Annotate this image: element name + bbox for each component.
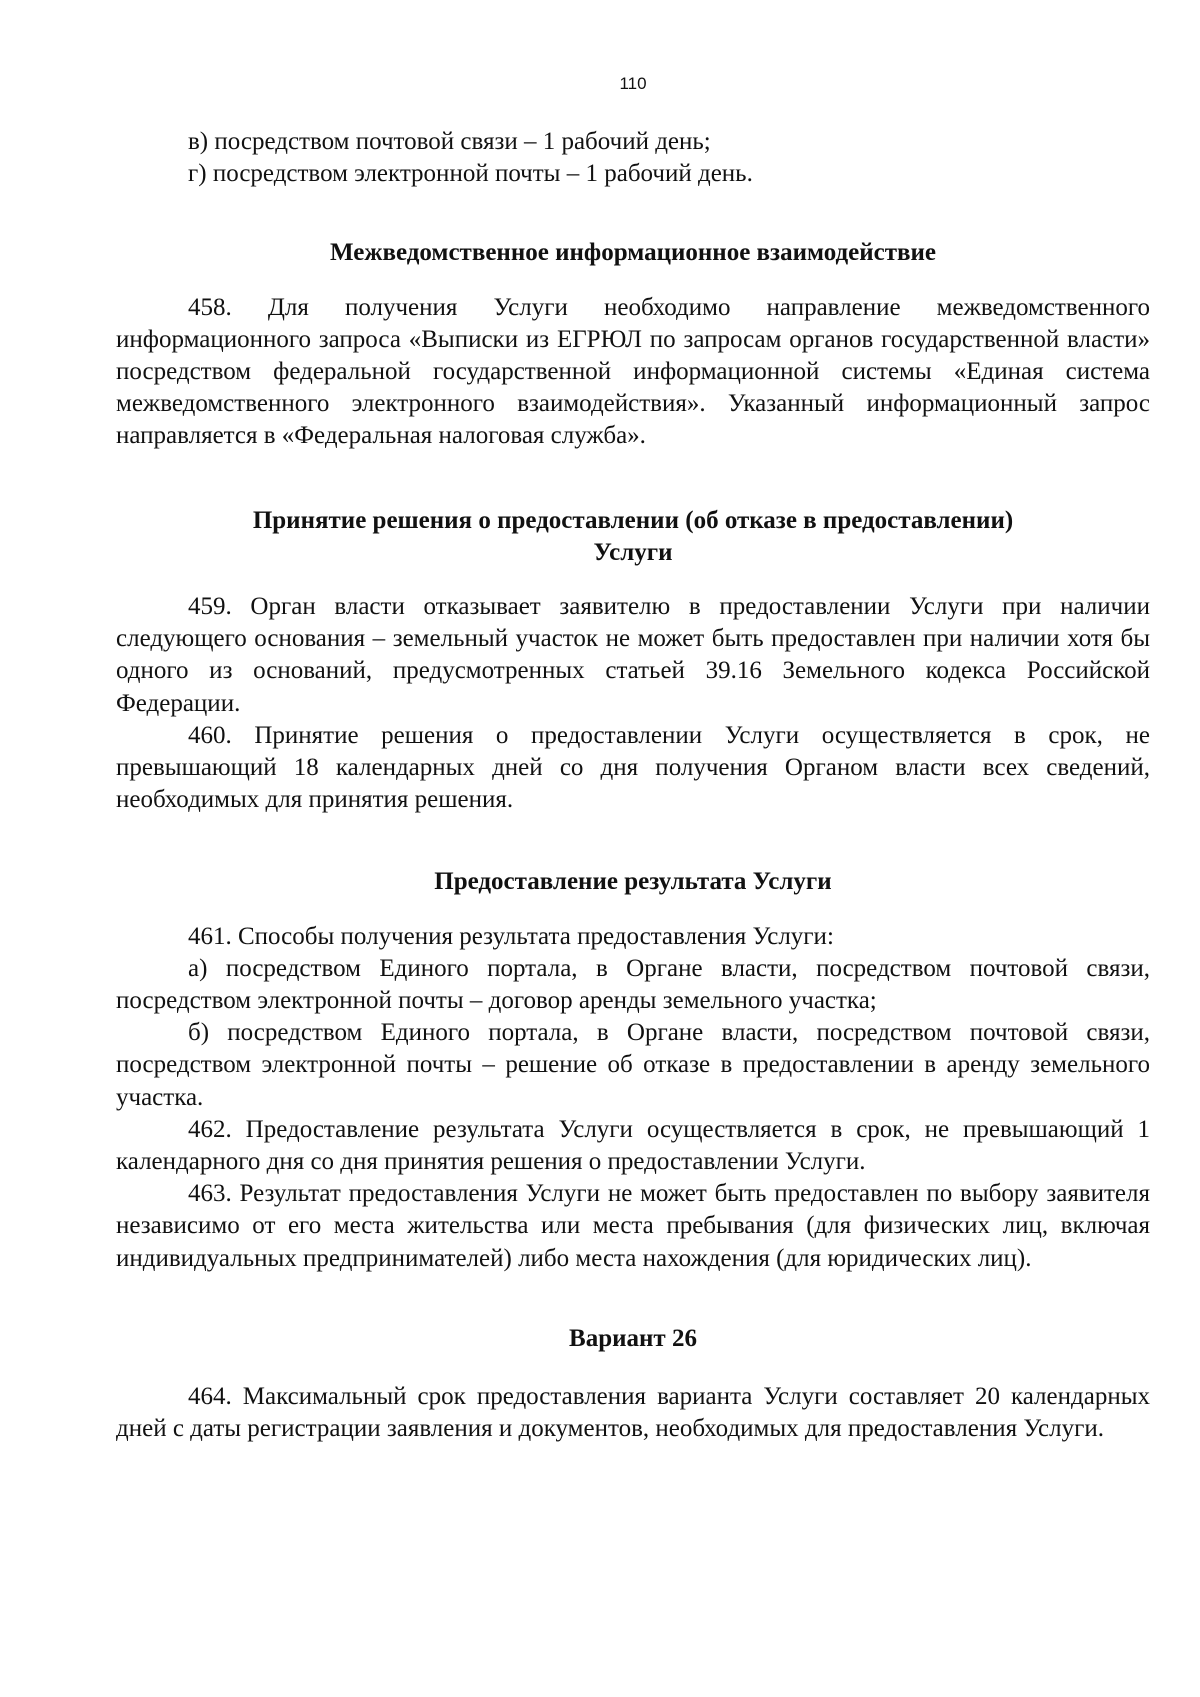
section-heading-line: Принятие решения о предоставлении (об отказе в предоставлении): [252, 506, 1014, 534]
list-item: в) посредством почтовой связи – 1 рабочий день;: [188, 128, 711, 155]
paragraph-461-b: б) посредством Единого портала, в Органе власти, посредством почтовой связи, посредством электронной почты – решение об отказе в предоставлении в аренду земельного участка.: [116, 1019, 1150, 1111]
paragraph-461: 461. Способы получения результата предоставления Услуги:: [188, 922, 834, 950]
paragraph-464: 464. Максимальный срок предоставления варианта Услуги составляет 20 календарных дней с даты регистрации заявления и документов, необходимых для предоставления Услуги.: [116, 1383, 1150, 1443]
paragraph-462: 462. Предоставление результата Услуги осуществляется в срок, не превышающий 1 календарного дня со дня принятия решения о предоставлении Услуги.: [116, 1115, 1150, 1176]
paragraph-458: 458. Для получения Услуги необходимо направление межведомственного информационного запроса «Выписки из ЕГРЮЛ по запросам органов государственной власти» посредством федеральной государственной информационной системы «Единая система межведомственного электронного взаимодействия». Указанный информационный запрос направляется в «Федеральная налоговая служба».: [116, 293, 1150, 450]
list-item: г) посредством электронной почты – 1 рабочий день.: [188, 160, 753, 188]
section-heading: Межведомственное информационное взаимодействие: [330, 239, 936, 267]
section-heading: [116, 505, 1150, 569]
paragraph-463: 463. Результат предоставления Услуги не может быть предоставлен по выбору заявителя независимо от его места жительства или места пребывания (для физических лиц, включая индивидуальных предпринимателей) либо места нахождения (для юридических лиц).: [116, 1180, 1150, 1272]
page-number: 110: [619, 74, 647, 93]
document-body: [116, 126, 1150, 1446]
section-heading: Вариант 26: [569, 1324, 697, 1352]
section-heading: Предоставление результата Услуги: [434, 868, 832, 896]
paragraph-459: 459. Орган власти отказывает заявителю в предоставлении Услуги при наличии следующего основания – земельный участок не может быть предоставлен при наличии хотя бы одного из оснований, предусмотренных статьей 39.16 Земельного кодекса Российской Федерации.: [116, 593, 1150, 717]
section-heading-line: Услуги: [593, 538, 673, 566]
paragraph-460: 460. Принятие решения о предоставлении Услуги осуществляется в срок, не превышающий 18 календарных дней со дня получения Органом власти всех сведений, необходимых для принятия решения.: [116, 721, 1150, 814]
paragraph-461-a: а) посредством Единого портала, в Органе власти, посредством почтовой связи, посредством электронной почты – договор аренды земельного участка;: [116, 954, 1150, 1015]
